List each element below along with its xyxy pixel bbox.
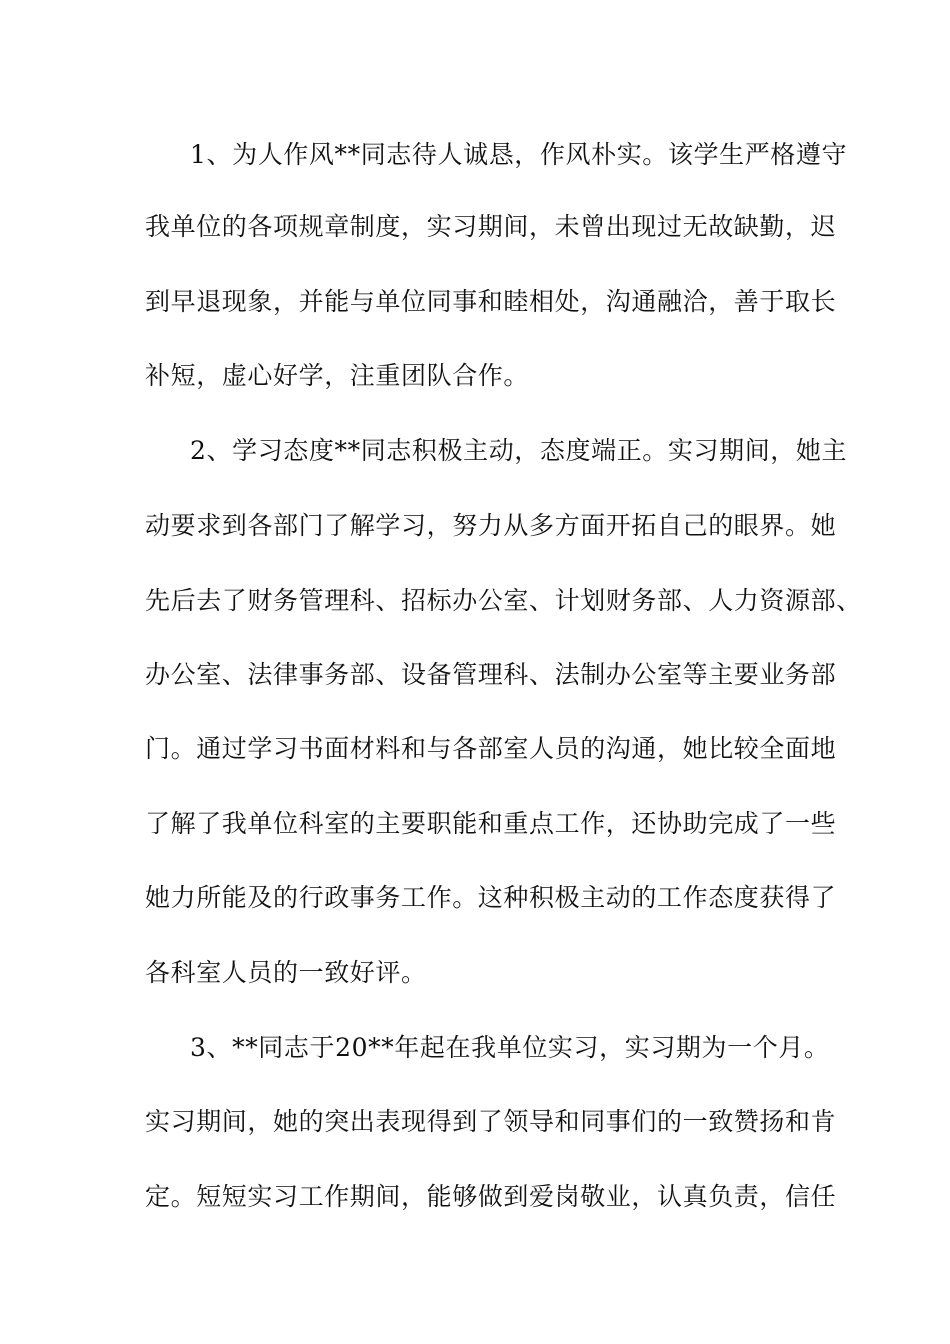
paragraph-2-line-2: 动要求到各部门了解学习，努力从多方面开拓自己的眼界。她 [145, 511, 837, 540]
paragraph-2-line-4: 办公室、法律事务部、设备管理科、法制办公室等主要业务部 [145, 660, 837, 689]
paragraph-1-line-4: 补短，虚心好学，注重团队合作。 [145, 361, 530, 390]
paragraph-2-line-7: 她力所能及的行政事务工作。这种积极主动的工作态度获得了 [145, 883, 837, 912]
paragraph-3-line-1: 3、**同志于20**年起在我单位实习，实习期为一个月。 [190, 1033, 830, 1062]
paragraph-1-line-1: 1、为人作风**同志待人诚恳，作风朴实。该学生严格遵守 [190, 140, 848, 169]
paragraph-1-line-2: 我单位的各项规章制度，实习期间，未曾出现过无故缺勤，迟 [145, 212, 837, 241]
paragraph-1-line-3: 到早退现象，并能与单位同事和睦相处，沟通融洽，善于取长 [145, 287, 837, 316]
paragraph-2-line-1: 2、学习态度**同志积极主动，态度端正。实习期间，她主 [190, 436, 848, 465]
paragraph-3-line-3: 定。短短实习工作期间，能够做到爱岗敬业，认真负责，信任 [145, 1182, 837, 1211]
paragraph-2-line-5: 门。通过学习书面材料和与各部室人员的沟通，她比较全面地 [145, 734, 837, 763]
paragraph-2-line-8: 各科室人员的一致好评。 [145, 958, 427, 987]
paragraph-3-line-2: 实习期间，她的突出表现得到了领导和同事们的一致赞扬和肯 [145, 1107, 837, 1136]
paragraph-2-line-6: 了解了我单位科室的主要职能和重点工作，还协助完成了一些 [145, 809, 837, 838]
paragraph-2-line-3: 先后去了财务管理科、招标办公室、计划财务部、人力资源部、 [145, 586, 862, 615]
